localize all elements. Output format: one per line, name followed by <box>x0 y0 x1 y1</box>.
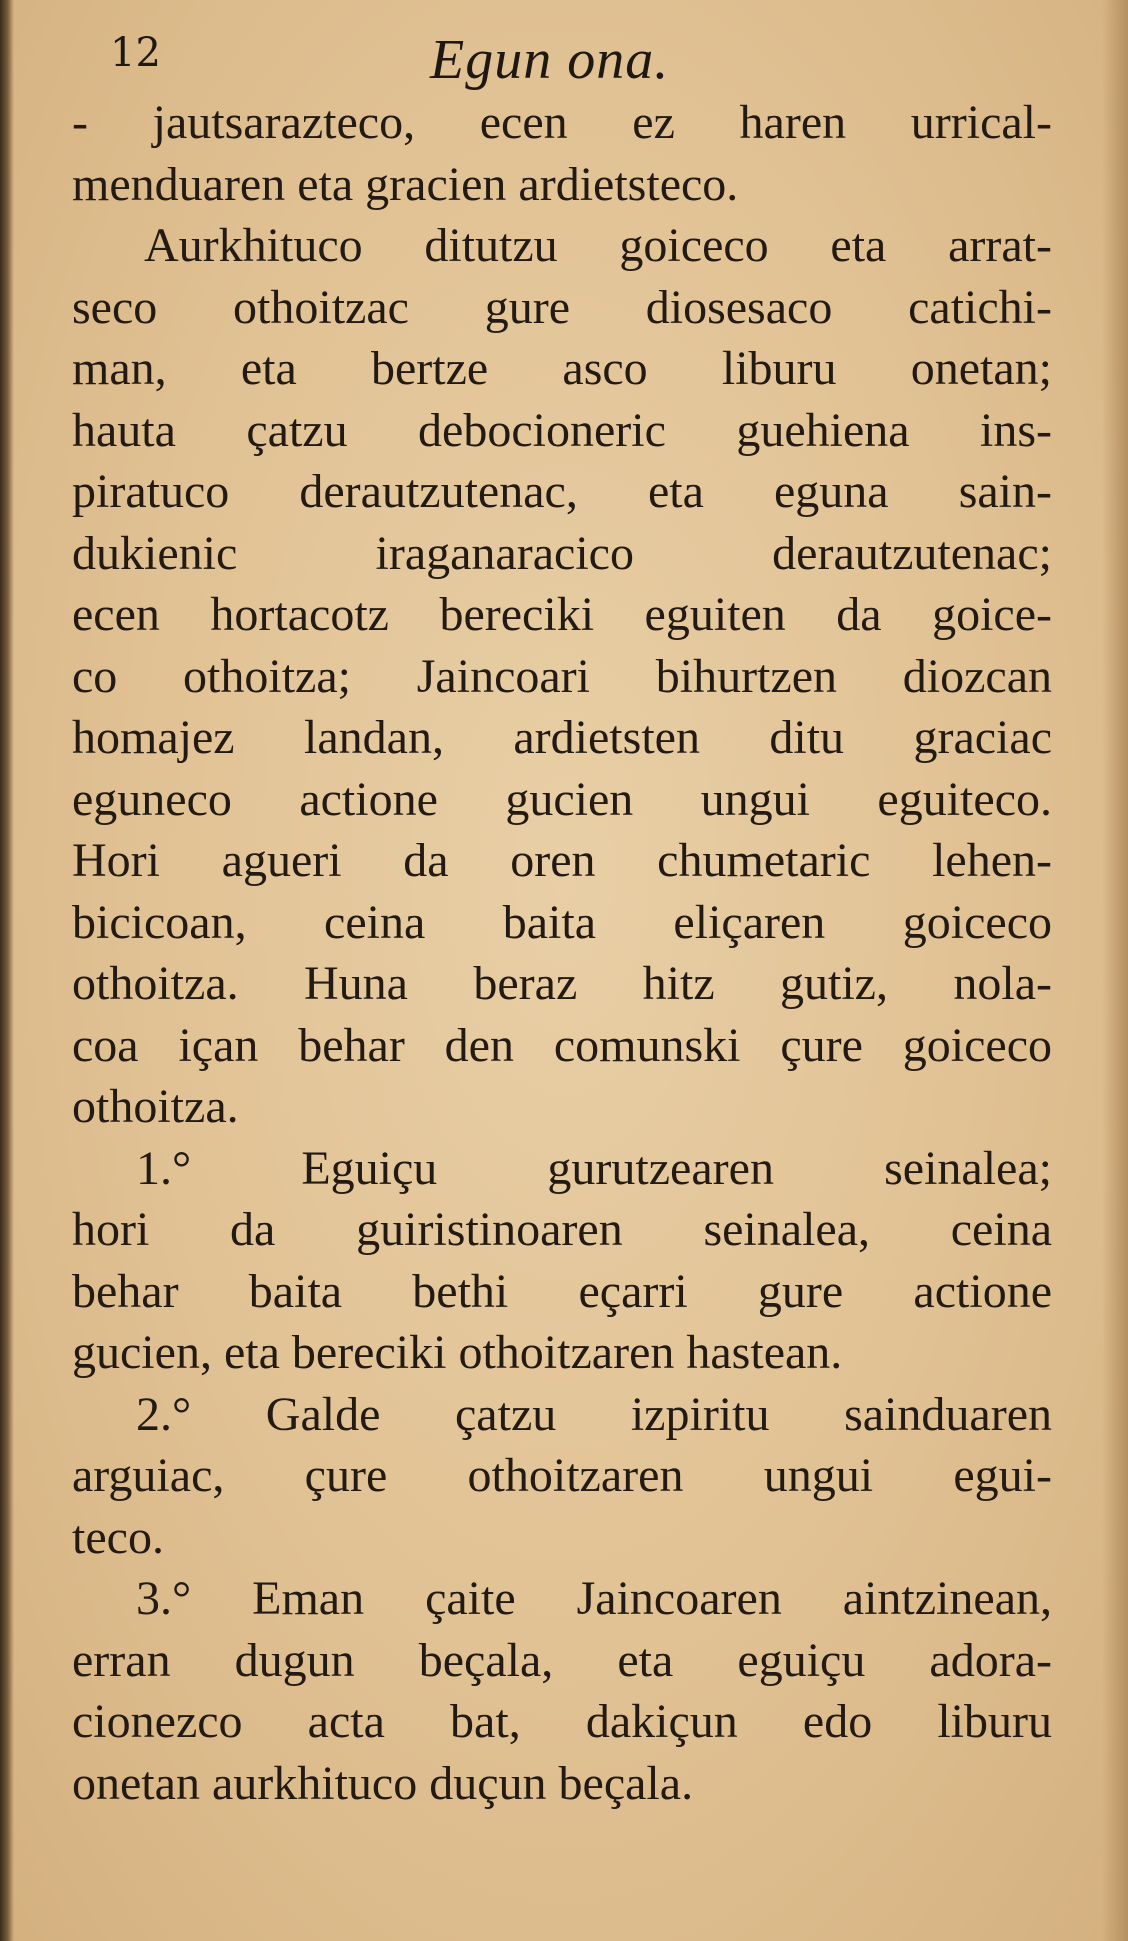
text-line-1: - jautsarazteco, ecen ez haren urrical- <box>72 96 1052 149</box>
text-line-5: man, eta bertze asco liburu onetan; <box>72 342 1052 395</box>
text-line-2: menduaren eta gracien ardietsteco. <box>72 157 739 211</box>
text-line-19: hori da guiristinoaren seinalea, ceina <box>72 1203 1052 1256</box>
text-line-10: co othoitza; Jaincoari bihurtzen diozcan <box>72 649 1052 703</box>
text-line-22: 2.° Galde çatzu izpiritu sainduaren <box>136 1387 1052 1441</box>
text-line-17: othoitza. <box>72 1080 239 1133</box>
text-line-27: cionezco acta bat, dakiçun edo liburu <box>72 1695 1052 1748</box>
text-line-24: teco. <box>72 1510 164 1564</box>
text-line-6: hauta çatzu debocioneric guehiena ins- <box>72 403 1052 457</box>
text-line-18: 1.° Eguiçu gurutzearen seinalea; <box>136 1141 1052 1195</box>
text-line-21: gucien, eta bereciki othoitzaren hastean. <box>72 1326 843 1379</box>
text-line-28: onetan aurkhituco duçun beçala. <box>72 1756 694 1810</box>
text-line-11: homajez landan, ardietsten ditu graciac <box>72 711 1052 764</box>
running-title: Egun ona. <box>430 29 670 91</box>
page-binding-shadow <box>0 0 14 1941</box>
text-line-9: ecen hortacotz bereciki eguiten da goice- <box>72 588 1052 641</box>
text-line-23: arguiac, çure othoitzaren ungui egui- <box>72 1449 1052 1502</box>
text-line-7: piratuco derautzutenac, eta eguna sain- <box>72 465 1052 518</box>
page-number: 12 <box>110 30 161 76</box>
text-line-13: Hori agueri da oren chumetaric lehen- <box>72 834 1052 887</box>
text-line-25: 3.° Eman çaite Jaincoaren aintzinean, <box>136 1572 1052 1625</box>
text-line-14: bicicoan, ceina baita eliçaren goiceco <box>72 895 1052 949</box>
page-header <box>0 28 1128 98</box>
text-line-3: Aurkhituco ditutzu goiceco eta arrat- <box>144 219 1052 272</box>
body-text <box>72 92 1052 1814</box>
text-line-8: dukienic iraganaracico derautzutenac; <box>72 526 1052 580</box>
text-line-16: coa içan behar den comunski çure goiceco <box>72 1018 1052 1072</box>
text-line-12: eguneco actione gucien ungui eguiteco. <box>72 772 1052 826</box>
text-line-26: erran dugun beçala, eta eguiçu adora- <box>72 1633 1052 1687</box>
text-line-20: behar baita bethi eçarri gure actione <box>72 1264 1052 1318</box>
text-line-15: othoitza. Huna beraz hitz gutiz, nola- <box>72 957 1052 1010</box>
text-line-4: seco othoitzac gure diosesaco catichi- <box>72 280 1052 334</box>
page-edge-shadow <box>1102 0 1128 1941</box>
